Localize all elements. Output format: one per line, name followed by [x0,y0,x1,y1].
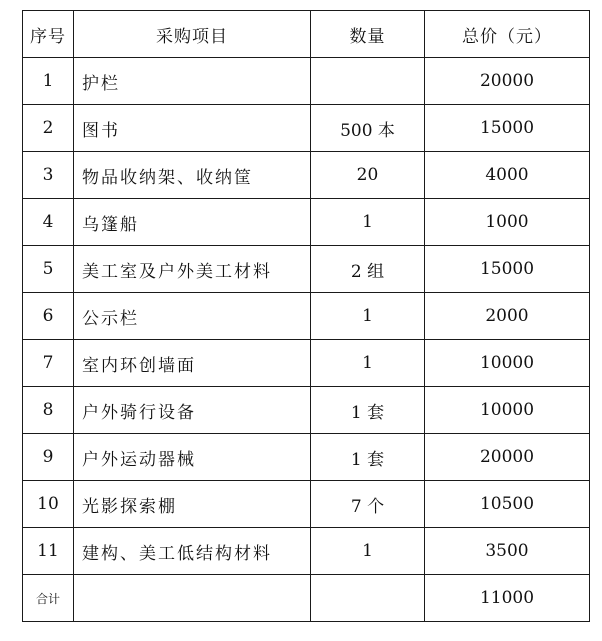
row-item: 户外骑行设备 [74,387,311,434]
row-item: 公示栏 [74,293,311,340]
row-no: 10 [23,481,74,528]
header-qty: 数量 [311,11,425,58]
row-price: 20000 [425,58,590,105]
row-qty: 20 [311,152,425,199]
row-no: 1 [23,58,74,105]
row-qty: 1 [311,528,425,575]
row-price: 2000 [425,293,590,340]
table-row [23,152,590,199]
row-no: 5 [23,246,74,293]
table-row [23,105,590,152]
row-item: 美工室及户外美工材料 [74,246,311,293]
row-price: 15000 [425,246,590,293]
table-row [23,58,590,105]
table-row [23,387,590,434]
total-qty-empty [311,575,425,622]
header-item: 采购项目 [74,11,311,58]
row-price: 20000 [425,434,590,481]
row-no: 6 [23,293,74,340]
row-item: 户外运动器械 [74,434,311,481]
row-qty: 1 [311,293,425,340]
procurement-table [22,10,590,622]
row-price: 10000 [425,387,590,434]
total-item-empty [74,575,311,622]
row-qty: 500 本 [311,105,425,152]
table-row [23,293,590,340]
row-no: 7 [23,340,74,387]
row-price: 3500 [425,528,590,575]
row-qty: 1 套 [311,434,425,481]
row-no: 4 [23,199,74,246]
row-qty: 1 [311,340,425,387]
total-row [23,575,590,622]
table-row [23,199,590,246]
row-item: 乌篷船 [74,199,311,246]
row-price: 4000 [425,152,590,199]
header-no: 序号 [23,11,74,58]
row-qty: 1 套 [311,387,425,434]
row-price: 10500 [425,481,590,528]
table-row [23,340,590,387]
row-no: 3 [23,152,74,199]
table-row [23,246,590,293]
header-price: 总价（元） [425,11,590,58]
row-qty: 1 [311,199,425,246]
row-qty: 7 个 [311,481,425,528]
row-item: 光影探索棚 [74,481,311,528]
row-no: 8 [23,387,74,434]
row-item: 建构、美工低结构材料 [74,528,311,575]
row-price: 15000 [425,105,590,152]
table-row [23,481,590,528]
row-item: 物品收纳架、收纳筐 [74,152,311,199]
row-price: 1000 [425,199,590,246]
row-item: 图书 [74,105,311,152]
table-row [23,528,590,575]
row-no: 2 [23,105,74,152]
total-price: 11000 [425,575,590,622]
total-label: 合计 [23,575,74,622]
row-qty: 2 组 [311,246,425,293]
row-qty [311,58,425,105]
row-item: 室内环创墙面 [74,340,311,387]
table-header-row [23,11,590,58]
row-no: 9 [23,434,74,481]
row-no: 11 [23,528,74,575]
table-row [23,434,590,481]
row-item: 护栏 [74,58,311,105]
row-price: 10000 [425,340,590,387]
